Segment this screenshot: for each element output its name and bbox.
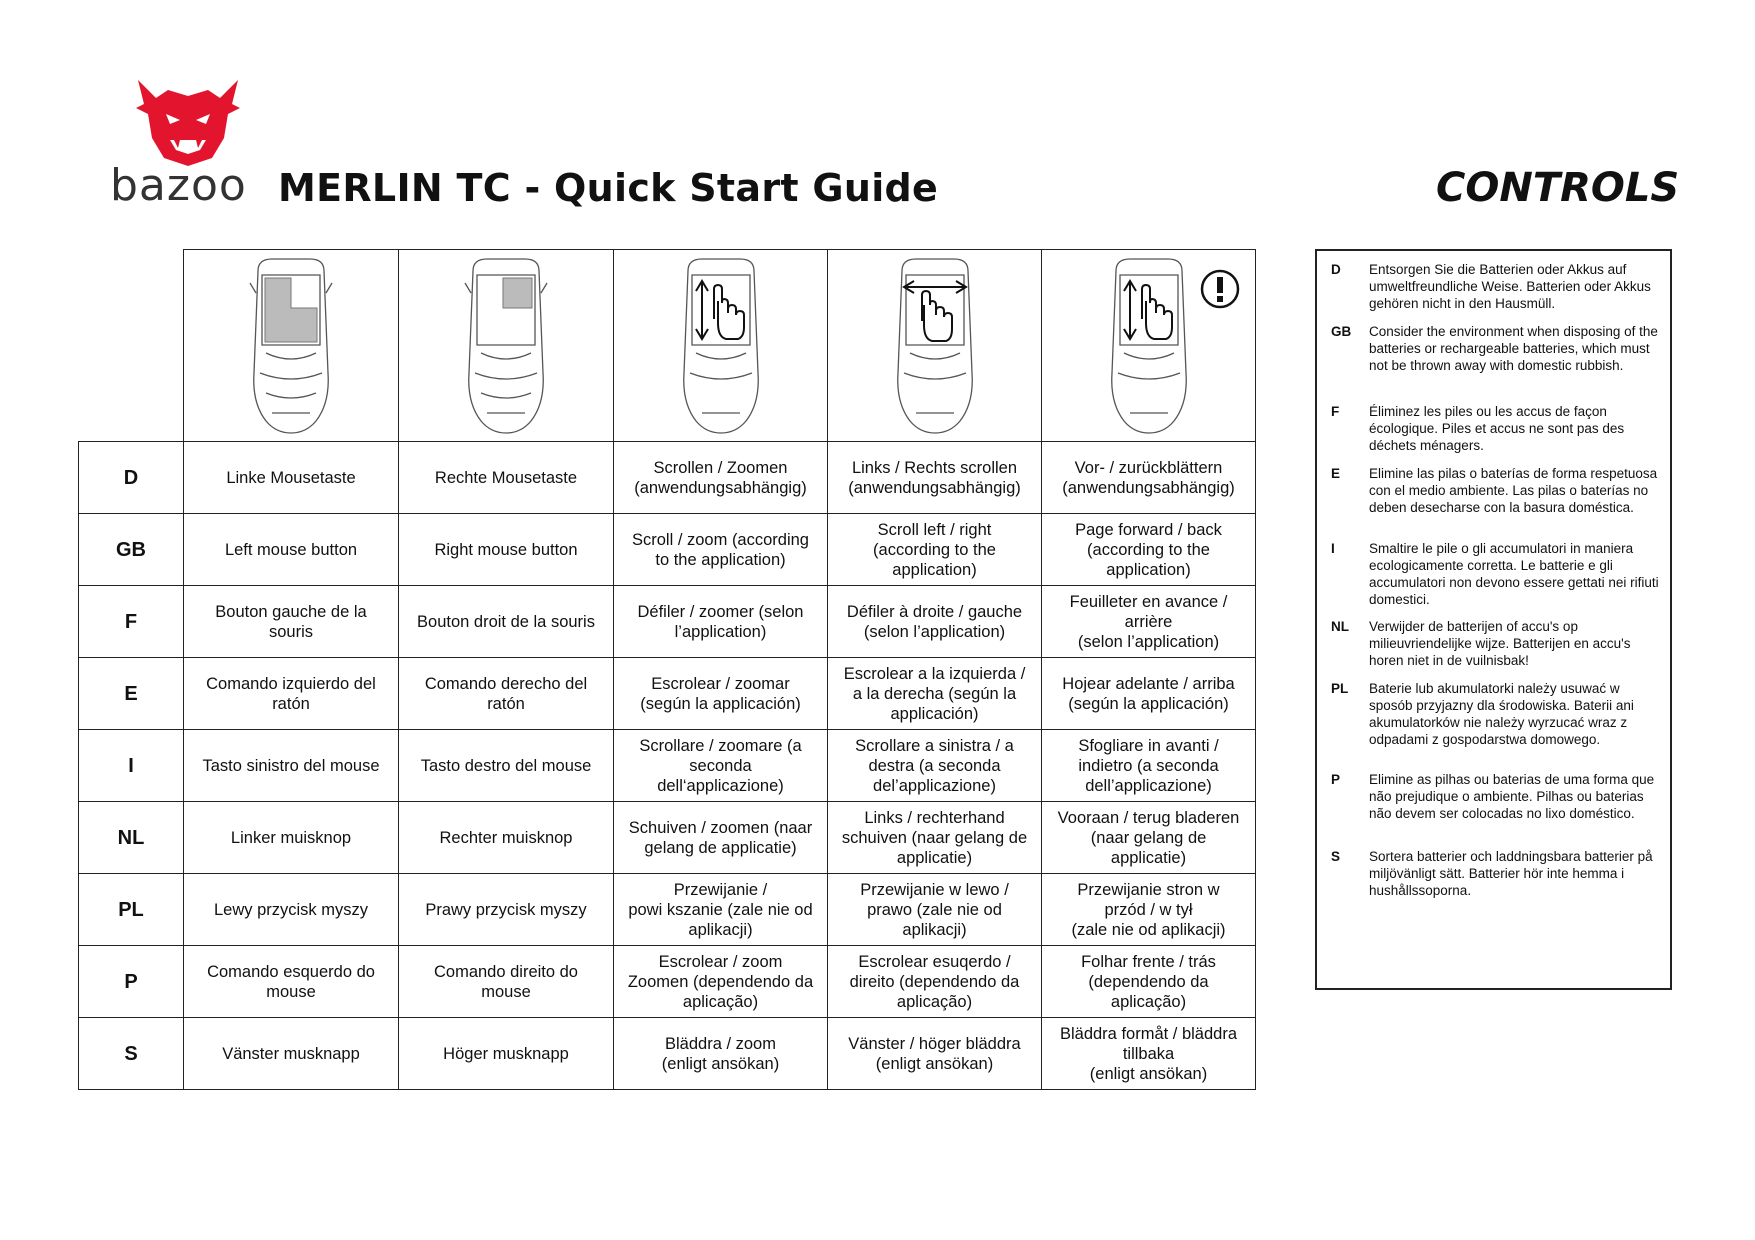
table-row: [79, 1018, 1256, 1090]
cell-scroll-horizontal: Scroll left / right (according to the application): [828, 514, 1042, 586]
cell-left-click: Comando esquerdo do mouse: [184, 946, 399, 1018]
cell-right-click: Comando direito do mouse: [399, 946, 614, 1018]
cell-left-click: Vänster musknapp: [184, 1018, 399, 1090]
cell-left-click: Bouton gauche de la souris: [184, 586, 399, 658]
cell-right-click: Bouton droit de la souris: [399, 586, 614, 658]
cell-left-click: Comando izquierdo del ratón: [184, 658, 399, 730]
language-code: E: [79, 658, 184, 730]
cell-scroll-horizontal: Scrollare a sinistra / a destra (a seconda del’applicazione): [828, 730, 1042, 802]
gesture-page-forward-back: [1042, 250, 1256, 442]
cell-scroll-vertical: Défiler / zoomer (selon l’application): [614, 586, 828, 658]
corner-cell: [79, 250, 184, 442]
cell-left-click: Lewy przycisk myszy: [184, 874, 399, 946]
cell-right-click: Tasto destro del mouse: [399, 730, 614, 802]
language-code: F: [79, 586, 184, 658]
cell-right-click: Rechter muisknop: [399, 802, 614, 874]
disposal-language-code: P: [1331, 772, 1341, 787]
battery-disposal-box: [1315, 249, 1672, 990]
device-vertical-scroll-icon: [666, 253, 776, 438]
cell-scroll-vertical: Scrollen / Zoomen (anwendungsabhängig): [614, 442, 828, 514]
table-row: [79, 802, 1256, 874]
cell-right-click: Höger musknapp: [399, 1018, 614, 1090]
disposal-language-code: GB: [1331, 324, 1352, 339]
table-row: [79, 658, 1256, 730]
cell-scroll-horizontal: Links / Rechts scrollen (anwendungsabhängig): [828, 442, 1042, 514]
cell-page-forward-back: Feuilleter en avance / arrière (selon l’application): [1042, 586, 1256, 658]
cell-page-forward-back: Przewijanie stron w przód / w tył (zale nie od aplikacji): [1042, 874, 1256, 946]
language-code: GB: [79, 514, 184, 586]
page-title: MERLIN TC - Quick Start Guide: [278, 166, 939, 210]
brand-wordmark: bazoo: [110, 160, 247, 211]
language-code: D: [79, 442, 184, 514]
table-row: [79, 874, 1256, 946]
cell-scroll-vertical: Przewijanie / powi kszanie (zale nie od aplikacji): [614, 874, 828, 946]
language-code: PL: [79, 874, 184, 946]
device-horizontal-scroll-icon: [880, 253, 990, 438]
cell-page-forward-back: Bläddra formåt / bläddra tillbaka (enligt ansökan): [1042, 1018, 1256, 1090]
device-right-click-icon: [451, 253, 561, 438]
disposal-language-code: D: [1331, 262, 1341, 277]
cell-page-forward-back: Hojear adelante / arriba (según la applicación): [1042, 658, 1256, 730]
disposal-language-code: PL: [1331, 681, 1349, 696]
cell-page-forward-back: Sfogliare in avanti / indietro (a seconda dell’applicazione): [1042, 730, 1256, 802]
cell-scroll-horizontal: Przewijanie w lewo / prawo (zale nie od aplikacji): [828, 874, 1042, 946]
cell-right-click: Right mouse button: [399, 514, 614, 586]
cell-right-click: Rechte Mousetaste: [399, 442, 614, 514]
language-code: I: [79, 730, 184, 802]
gesture-vertical-scroll: [614, 250, 828, 442]
language-code: NL: [79, 802, 184, 874]
disposal-text: Elimine las pilas o baterías de forma respetuosa con el medio ambiente. Las pilas o baterías no deben desecharse con la basura doméstica.: [1369, 466, 1658, 515]
cell-left-click: Linke Mousetaste: [184, 442, 399, 514]
cell-scroll-vertical: Bläddra / zoom (enligt ansökan): [614, 1018, 828, 1090]
controls-table: [78, 249, 1256, 1090]
cell-scroll-horizontal: Escrolear esuqerdo / direito (dependendo da aplicação): [828, 946, 1042, 1018]
disposal-text: Smaltire le pile o gli accumulatori in maniera ecologicamente corretta. Le batterie e gli accumulatori non devono essere gettati nei rifiuti domestici.: [1369, 541, 1659, 607]
disposal-language-code: NL: [1331, 619, 1349, 634]
table-row: [79, 946, 1256, 1018]
disposal-text: Entsorgen Sie die Batterien oder Akkus auf umweltfreundliche Weise. Batterien oder Akkus gehören nicht in den Hausmüll.: [1369, 262, 1651, 311]
gesture-horizontal-scroll: [828, 250, 1042, 442]
disposal-text: Consider the environment when disposing of the batteries or rechargeable batteries, which must not be thrown away with domestic rubbish.: [1369, 324, 1658, 373]
cell-right-click: Prawy przycisk myszy: [399, 874, 614, 946]
table-row: [79, 442, 1256, 514]
disposal-text: Elimine as pilhas ou baterias de uma forma que não prejudique o ambiente. Pilhas ou baterias não devem ser colocadas no lixo doméstico.: [1369, 772, 1655, 821]
language-code: P: [79, 946, 184, 1018]
disposal-text: Éliminez les piles ou les accus de façon écologique. Piles et accus ne sont pas des déchets ménagers.: [1369, 404, 1625, 453]
device-left-click-icon: [236, 253, 346, 438]
cell-scroll-vertical: Scroll / zoom (according to the application): [614, 514, 828, 586]
warning-icon: [1202, 271, 1238, 307]
cell-page-forward-back: Vooraan / terug bladeren (naar gelang de applicatie): [1042, 802, 1256, 874]
section-title: CONTROLS: [1436, 165, 1680, 211]
cell-scroll-vertical: Schuiven / zoomen (naar gelang de applicatie): [614, 802, 828, 874]
disposal-language-code: F: [1331, 404, 1340, 419]
disposal-text: Baterie lub akumulatorki należy usuwać w sposób przyjazny dla środowiska. Baterii ani akumulatorków nie należy wyrzucać wraz z odpadami z gospodarstwa domowego.: [1369, 681, 1634, 747]
cell-left-click: Tasto sinistro del mouse: [184, 730, 399, 802]
disposal-language-code: I: [1331, 541, 1335, 556]
cell-left-click: Left mouse button: [184, 514, 399, 586]
cell-scroll-vertical: Escrolear / zoom Zoomen (dependendo da aplicação): [614, 946, 828, 1018]
cell-scroll-horizontal: Vänster / höger bläddra (enligt ansökan): [828, 1018, 1042, 1090]
cell-scroll-horizontal: Escrolear a la izquierda / a la derecha (según la applicación): [828, 658, 1042, 730]
device-page-forward-back-icon: [1054, 253, 1244, 438]
disposal-text: Verwijder de batterijen of accu's op milieuvriendelijke wijze. Batterijen en accu's horen niet in de vuilnisbak!: [1369, 619, 1631, 668]
language-code: S: [79, 1018, 184, 1090]
disposal-text: Sortera batterier och laddningsbara batterier på miljövänligt sätt. Batterier hör inte hemma i hushållssoporna.: [1369, 849, 1653, 898]
cell-scroll-vertical: Scrollare / zoomare (a seconda dell‘applicazione): [614, 730, 828, 802]
table-row: [79, 514, 1256, 586]
gesture-header-row: [79, 250, 1256, 442]
table-row: [79, 586, 1256, 658]
cell-page-forward-back: Page forward / back (according to the application): [1042, 514, 1256, 586]
cell-page-forward-back: Vor- / zurückblättern (anwendungsabhängig): [1042, 442, 1256, 514]
cell-scroll-horizontal: Links / rechterhand schuiven (naar gelang de applicatie): [828, 802, 1042, 874]
cell-left-click: Linker muisknop: [184, 802, 399, 874]
gesture-right-click: [399, 250, 614, 442]
cell-page-forward-back: Folhar frente / trás (dependendo da aplicação): [1042, 946, 1256, 1018]
table-row: [79, 730, 1256, 802]
cell-right-click: Comando derecho del ratón: [399, 658, 614, 730]
disposal-language-code: E: [1331, 466, 1341, 481]
cell-scroll-horizontal: Défiler à droite / gauche (selon l’application): [828, 586, 1042, 658]
disposal-language-code: S: [1331, 849, 1341, 864]
cell-scroll-vertical: Escrolear / zoomar (según la applicación): [614, 658, 828, 730]
gesture-left-click: [184, 250, 399, 442]
